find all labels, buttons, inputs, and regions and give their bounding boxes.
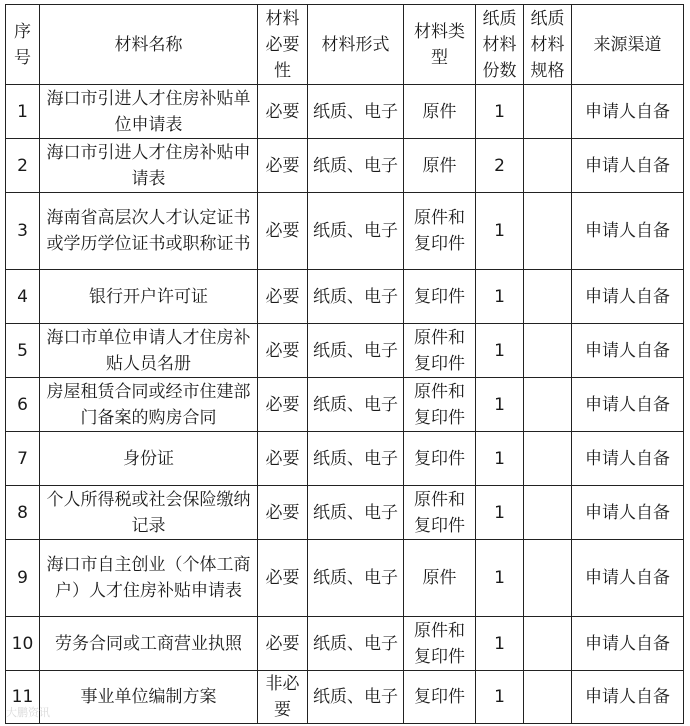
cell-type: 原件和复印件	[404, 324, 476, 378]
cell-form: 纸质、电子	[308, 85, 404, 139]
cell-type: 复印件	[404, 270, 476, 324]
table-row	[6, 671, 684, 724]
cell-name: 海口市引进人才住房补贴申请表	[40, 139, 258, 193]
cell-spec	[524, 540, 572, 617]
cell-copies: 2	[476, 139, 524, 193]
cell-spec	[524, 85, 572, 139]
table-row	[6, 378, 684, 432]
table-row	[6, 540, 684, 617]
cell-spec	[524, 432, 572, 486]
cell-no: 1	[6, 85, 40, 139]
header-row	[6, 5, 684, 85]
cell-name: 海南省高层次人才认定证书或学历学位证书或职称证书	[40, 193, 258, 270]
table-row	[6, 139, 684, 193]
cell-required: 必要	[258, 270, 308, 324]
cell-spec	[524, 324, 572, 378]
cell-required: 必要	[258, 617, 308, 671]
cell-copies: 1	[476, 617, 524, 671]
cell-source: 申请人自备	[572, 193, 684, 270]
cell-required: 必要	[258, 139, 308, 193]
cell-required: 非必要	[258, 671, 308, 724]
table-row	[6, 193, 684, 270]
cell-type: 复印件	[404, 432, 476, 486]
cell-spec	[524, 617, 572, 671]
cell-type: 原件和复印件	[404, 617, 476, 671]
cell-source: 申请人自备	[572, 85, 684, 139]
cell-type: 复印件	[404, 671, 476, 724]
header-no: 序号	[6, 5, 40, 85]
table-row	[6, 432, 684, 486]
cell-spec	[524, 139, 572, 193]
cell-type: 原件和复印件	[404, 378, 476, 432]
table-row	[6, 486, 684, 540]
header-required: 材料必要性	[258, 5, 308, 85]
cell-source: 申请人自备	[572, 671, 684, 724]
cell-copies: 1	[476, 85, 524, 139]
cell-required: 必要	[258, 378, 308, 432]
cell-name: 个人所得税或社会保险缴纳记录	[40, 486, 258, 540]
cell-no: 11	[6, 671, 40, 724]
cell-no: 2	[6, 139, 40, 193]
header-source: 来源渠道	[572, 5, 684, 85]
cell-form: 纸质、电子	[308, 540, 404, 617]
cell-type: 原件和复印件	[404, 486, 476, 540]
cell-form: 纸质、电子	[308, 378, 404, 432]
header-copies: 纸质材料份数	[476, 5, 524, 85]
cell-copies: 1	[476, 324, 524, 378]
cell-name: 海口市自主创业（个体工商户）人才住房补贴申请表	[40, 540, 258, 617]
cell-source: 申请人自备	[572, 324, 684, 378]
cell-form: 纸质、电子	[308, 324, 404, 378]
cell-type: 原件	[404, 139, 476, 193]
cell-spec	[524, 378, 572, 432]
header-type: 材料类型	[404, 5, 476, 85]
cell-source: 申请人自备	[572, 432, 684, 486]
cell-no: 7	[6, 432, 40, 486]
cell-required: 必要	[258, 486, 308, 540]
cell-form: 纸质、电子	[308, 671, 404, 724]
cell-source: 申请人自备	[572, 139, 684, 193]
header-name: 材料名称	[40, 5, 258, 85]
cell-form: 纸质、电子	[308, 270, 404, 324]
cell-copies: 1	[476, 432, 524, 486]
cell-name: 海口市单位申请人才住房补贴人员名册	[40, 324, 258, 378]
table-row	[6, 85, 684, 139]
cell-spec	[524, 193, 572, 270]
materials-table	[5, 4, 684, 724]
cell-form: 纸质、电子	[308, 432, 404, 486]
cell-form: 纸质、电子	[308, 617, 404, 671]
cell-source: 申请人自备	[572, 617, 684, 671]
cell-no: 4	[6, 270, 40, 324]
cell-type: 原件	[404, 85, 476, 139]
cell-name: 银行开户许可证	[40, 270, 258, 324]
cell-source: 申请人自备	[572, 378, 684, 432]
cell-name: 房屋租赁合同或经市住建部门备案的购房合同	[40, 378, 258, 432]
cell-name: 海口市引进人才住房补贴单位申请表	[40, 85, 258, 139]
cell-no: 3	[6, 193, 40, 270]
cell-copies: 1	[476, 671, 524, 724]
cell-no: 8	[6, 486, 40, 540]
header-form: 材料形式	[308, 5, 404, 85]
cell-copies: 1	[476, 270, 524, 324]
cell-name: 事业单位编制方案	[40, 671, 258, 724]
cell-no: 6	[6, 378, 40, 432]
cell-source: 申请人自备	[572, 486, 684, 540]
table-row	[6, 617, 684, 671]
cell-name: 劳务合同或工商营业执照	[40, 617, 258, 671]
cell-form: 纸质、电子	[308, 486, 404, 540]
cell-no: 5	[6, 324, 40, 378]
cell-type: 原件和复印件	[404, 193, 476, 270]
header-spec: 纸质材料规格	[524, 5, 572, 85]
cell-required: 必要	[258, 540, 308, 617]
cell-required: 必要	[258, 85, 308, 139]
cell-required: 必要	[258, 324, 308, 378]
table-row	[6, 270, 684, 324]
watermark: 大鹏资讯	[6, 706, 50, 719]
cell-type: 原件	[404, 540, 476, 617]
cell-spec	[524, 270, 572, 324]
cell-source: 申请人自备	[572, 270, 684, 324]
cell-required: 必要	[258, 432, 308, 486]
cell-name: 身份证	[40, 432, 258, 486]
cell-spec	[524, 671, 572, 724]
cell-required: 必要	[258, 193, 308, 270]
cell-source: 申请人自备	[572, 540, 684, 617]
cell-copies: 1	[476, 540, 524, 617]
cell-no: 10	[6, 617, 40, 671]
table-row	[6, 324, 684, 378]
cell-copies: 1	[476, 486, 524, 540]
cell-form: 纸质、电子	[308, 193, 404, 270]
cell-no: 9	[6, 540, 40, 617]
cell-copies: 1	[476, 378, 524, 432]
cell-spec	[524, 486, 572, 540]
cell-form: 纸质、电子	[308, 139, 404, 193]
cell-copies: 1	[476, 193, 524, 270]
